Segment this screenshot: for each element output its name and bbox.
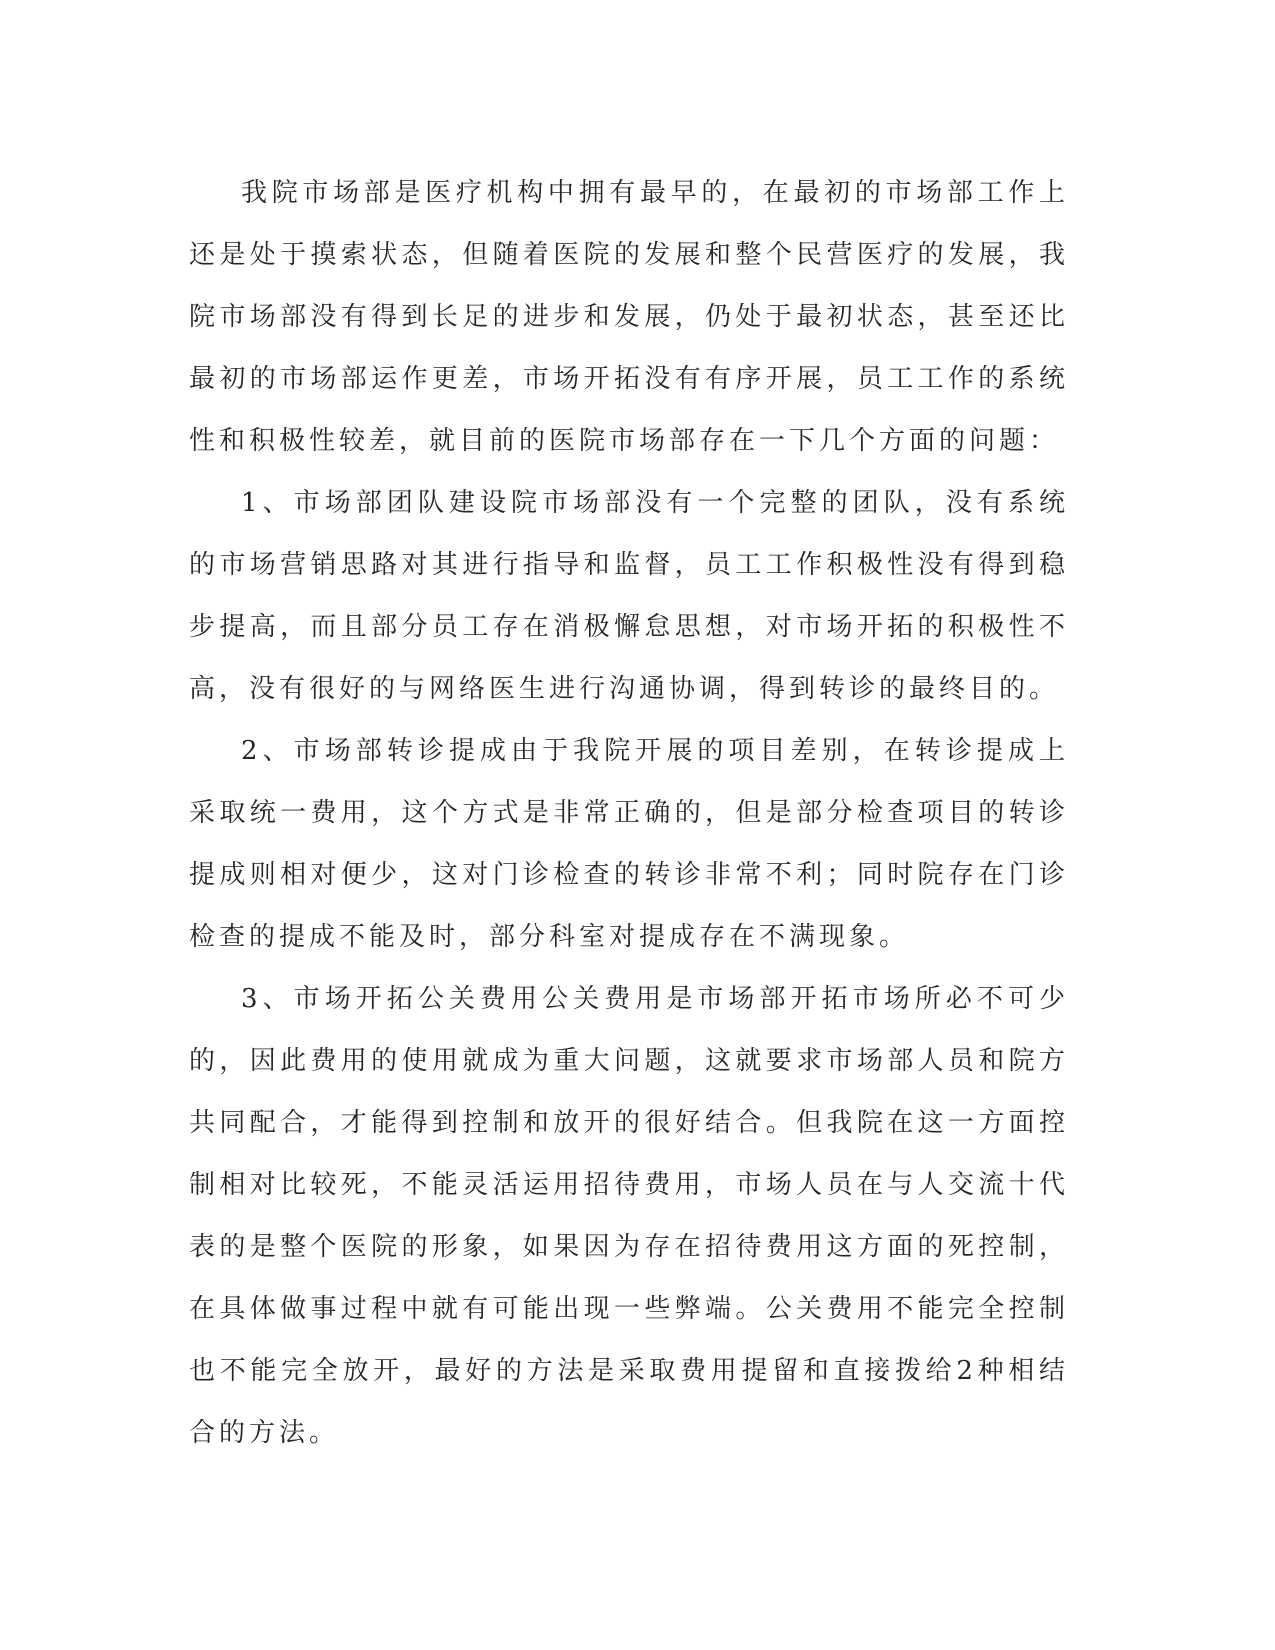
document-body	[189, 162, 1069, 1464]
paragraph-referral-commission: 2、市场部转诊提成由于我院开展的项目差别，在转诊提成上采取统一费用，这个方式是非常正确的，但是部分检查项目的转诊提成则相对便少，这对门诊检查的转诊非常不利；同时院存在门诊检查的提成不能及时，部分科室对提成存在不满现象。	[189, 736, 1069, 952]
paragraph-intro: 我院市场部是医疗机构中拥有最早的，在最初的市场部工作上还是处于摸索状态，但随着医院的发展和整个民营医疗的发展，我院市场部没有得到长足的进步和发展，仍处于最初状态，甚至还比最初的市场部运作更差，市场开拓没有有序开展，员工工作的系统性和积极性较差，就目前的医院市场部存在一下几个方面的问题：	[189, 178, 1069, 456]
paragraph-pr-expenses: 3、市场开拓公关费用公关费用是市场部开拓市场所必不可少的，因此费用的使用就成为重大问题，这就要求市场部人员和院方共同配合，才能得到控制和放开的很好结合。但我院在这一方面控制相对比较死，不能灵活运用招待费用，市场人员在与人交流十代表的是整个医院的形象，如果因为存在招待费用这方面的死控制，在具体做事过程中就有可能出现一些弊端。公关费用不能完全控制也不能完全放开，最好的方法是采取费用提留和直接拨给2种相结合的方法。	[189, 984, 1069, 1448]
paragraph-team-building: 1、市场部团队建设院市场部没有一个完整的团队，没有系统的市场营销思路对其进行指导和监督，员工工作积极性没有得到稳步提高，而且部分员工存在消极懈怠思想，对市场开拓的积极性不高，没有很好的与网络医生进行沟通协调，得到转诊的最终目的。	[189, 488, 1069, 704]
